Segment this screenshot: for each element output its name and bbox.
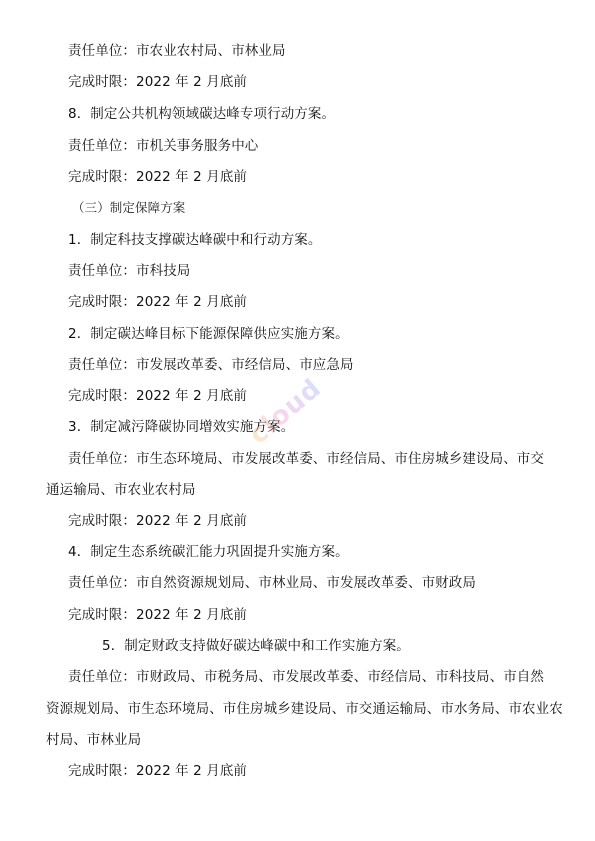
text-line: 完成时限：2022 年 2 月底前 [68,607,248,623]
text-line: 1．制定科技支撑碳达峰碳中和行动方案。 [68,232,322,248]
text-line: 4．制定生态系统碳汇能力巩固提升实施方案。 [68,544,349,560]
text-line: 8．制定公共机构领域碳达峰专项行动方案。 [68,106,336,122]
section-heading: （三）制定保障方案 [72,200,186,215]
text-line: 2．制定碳达峰目标下能源保障供应实施方案。 [68,326,349,342]
text-line: 3．制定减污降碳协同增效实施方案。 [68,419,295,435]
text-line: 责任单位：市科技局 [68,263,191,279]
text-line: 完成时限：2022 年 2 月底前 [68,169,248,185]
text-line: 责任单位：市发展改革委、市经信局、市应急局 [68,357,354,373]
text-line: 村局、市林业局 [46,732,142,748]
text-line: 完成时限：2022 年 2 月底前 [68,294,248,310]
text-line: 完成时限：2022 年 2 月底前 [68,513,248,529]
text-line: 完成时限：2022 年 2 月底前 [68,388,248,404]
text-line: 责任单位：市自然资源规划局、市林业局、市发展改革委、市财政局 [68,575,476,591]
text-line: 责任单位：市农业农村局、市林业局 [68,43,286,59]
text-line: 责任单位：市财政局、市税务局、市发展改革委、市经信局、市科技局、市自然 [68,669,544,685]
text-line: 资源规划局、市生态环境局、市住房城乡建设局、市交通运输局、市水务局、市农业农 [46,701,563,717]
text-line: 通运输局、市农业农村局 [46,482,196,498]
text-line: 完成时限：2022 年 2 月底前 [68,74,248,90]
text-line: 责任单位：市生态环境局、市发展改革委、市经信局、市住房城乡建设局、市交 [68,451,544,467]
watermark-logo: cloud [243,373,328,451]
text-line: 完成时限：2022 年 2 月底前 [68,763,248,779]
text-line: 5．制定财政支持做好碳达峰碳中和工作实施方案。 [102,638,410,654]
text-line: 责任单位：市机关事务服务中心 [68,138,259,154]
